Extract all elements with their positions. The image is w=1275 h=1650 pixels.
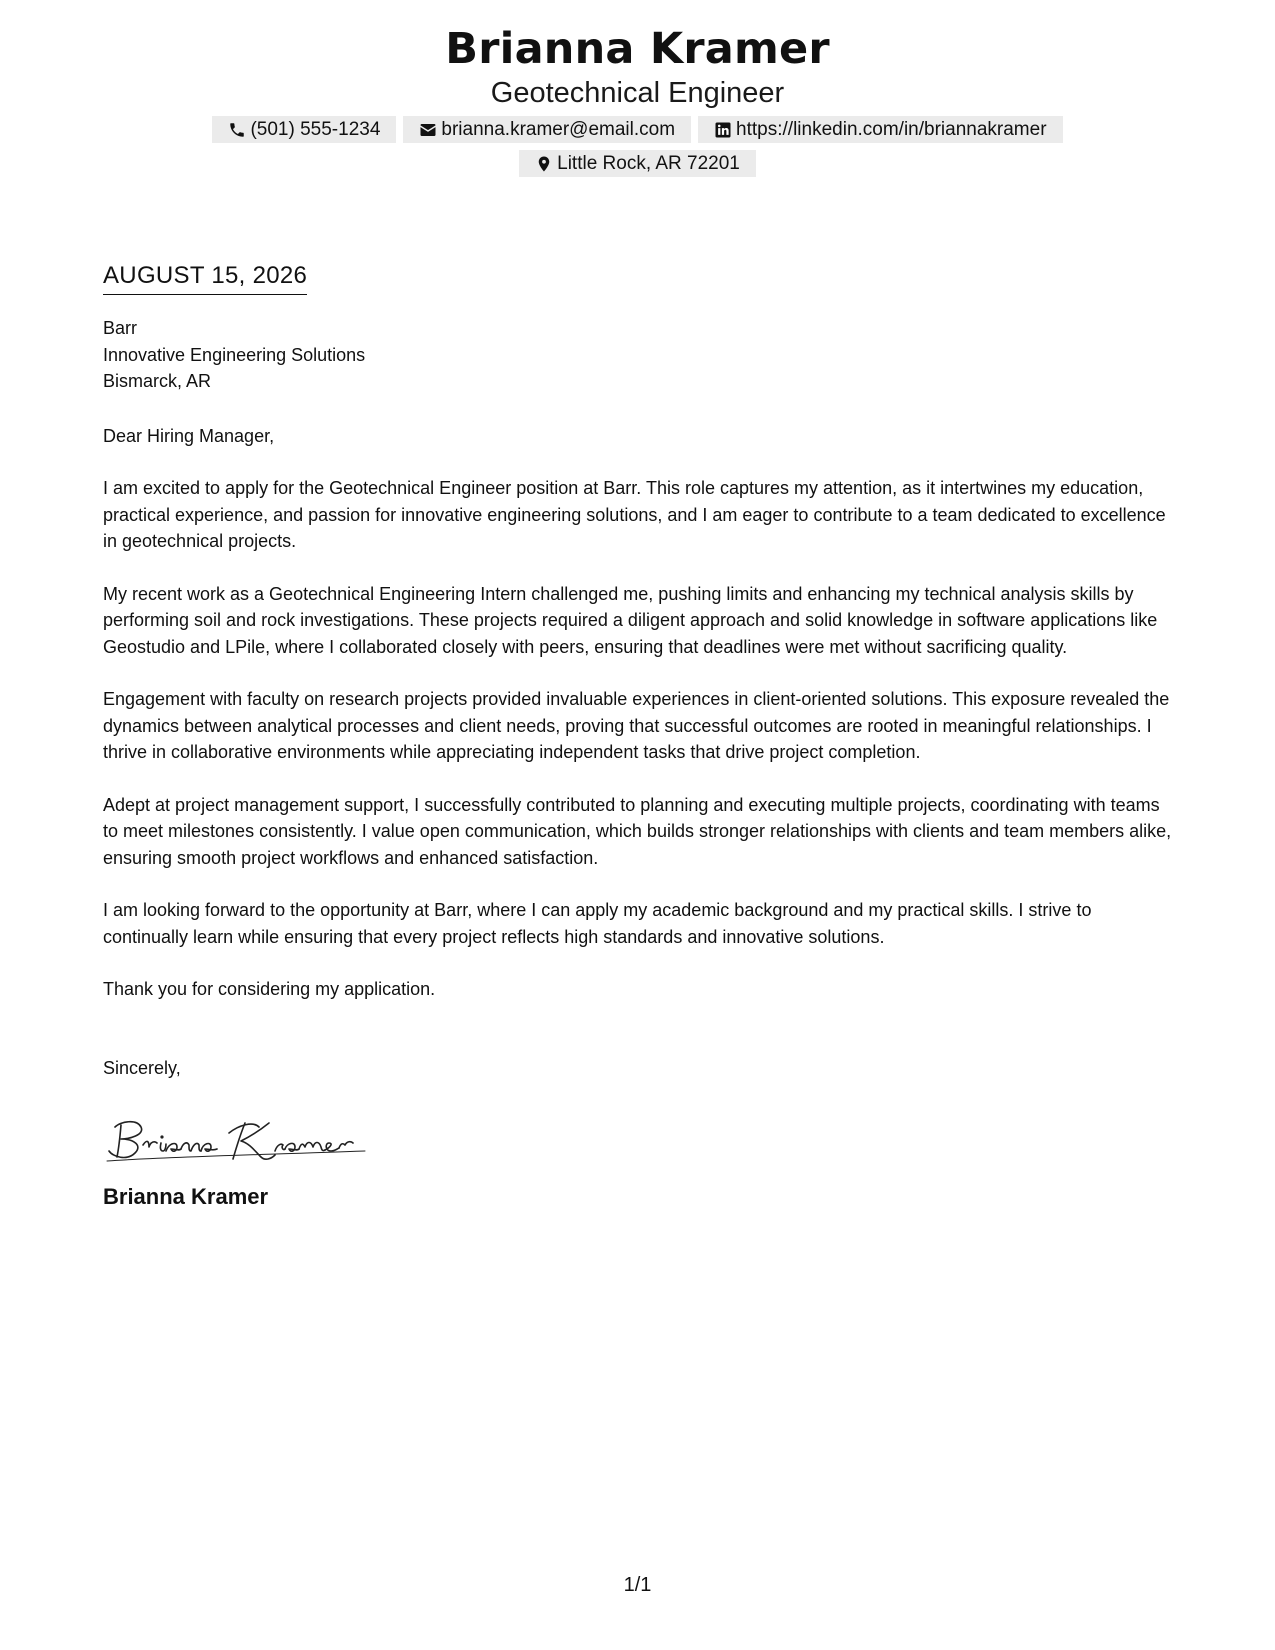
page-number: 1/1 <box>623 1574 652 1596</box>
linkedin-icon <box>714 121 732 139</box>
phone-icon <box>228 121 246 139</box>
paragraph: Thank you for considering my application. <box>103 979 436 999</box>
letter-date: AUGUST 15, 2026 <box>103 260 307 295</box>
paragraph: Adept at project management support, I successfully contributed to planning and executing multiple projects, coordinating with teams to meet milestones consistently. I value open communication, which builds stronger relationships with clients and team members alike, ensuring smooth project workflows and enhanced satisfaction. <box>103 794 1172 868</box>
map-pin-icon <box>535 155 553 173</box>
recipient-department: Innovative Engineering Solutions <box>103 344 366 365</box>
paragraph: My recent work as a Geotechnical Engineering Intern challenged me, pushing limits and enhancing my technical analysis skills by performing soil and rock investigations. These projects required a diligent approach and solid knowledge in software applications like Geostudio and LPile, where I collaborated closely with peers, ensuring that deadlines were met without sacrificing quality. <box>103 583 1158 657</box>
applicant-title: Geotechnical Engineer <box>490 77 785 109</box>
recipient-company: Barr <box>103 318 138 338</box>
paragraph: I am excited to apply for the Geotechnical Engineer position at Barr. This role captures my attention, as it intertwines my education, practical experience, and passion for innovative engineering solutions, and I am eager to contribute to a team dedicated to excellence in geotechnical projects. <box>103 478 1166 551</box>
recipient-block <box>103 315 1175 395</box>
handwritten-signature <box>103 1111 373 1167</box>
signer-name: Brianna Kramer <box>103 1184 269 1209</box>
location-text: Little Rock, AR 72201 <box>557 153 740 174</box>
contact-linkedin[interactable] <box>698 116 1062 143</box>
salutation: Dear Hiring Manager, <box>103 425 275 446</box>
paragraph: I am looking forward to the opportunity at Barr, where I can apply my academic background and my practical skills. I strive to continually learn while ensuring that every project reflects high standards and innovative solutions. <box>103 900 1092 947</box>
phone-text: (501) 555-1234 <box>250 119 381 140</box>
paragraph: Engagement with faculty on research projects provided invaluable experiences in client-oriented solutions. This exposure revealed the dynamics between analytical processes and client needs, proving that successful outcomes are rooted in meaningful relationships. I thrive in collaborative environments while appreciating independent tasks that drive project completion. <box>103 689 1170 762</box>
contact-row-primary <box>0 116 1275 143</box>
linkedin-text: https://linkedin.com/in/briannakramer <box>736 119 1047 140</box>
closing: Sincerely, <box>103 1057 181 1078</box>
contact-phone[interactable] <box>212 116 396 143</box>
contact-location[interactable] <box>519 150 756 177</box>
contact-row-secondary <box>0 150 1275 177</box>
letter-body <box>103 260 1175 1211</box>
contact-email[interactable] <box>403 116 691 143</box>
applicant-name: Brianna Kramer <box>445 24 830 74</box>
recipient-location: Bismarck, AR <box>103 371 212 391</box>
envelope-icon <box>419 121 437 139</box>
email-text: brianna.kramer@email.com <box>441 119 676 140</box>
letter-header <box>0 22 1275 177</box>
